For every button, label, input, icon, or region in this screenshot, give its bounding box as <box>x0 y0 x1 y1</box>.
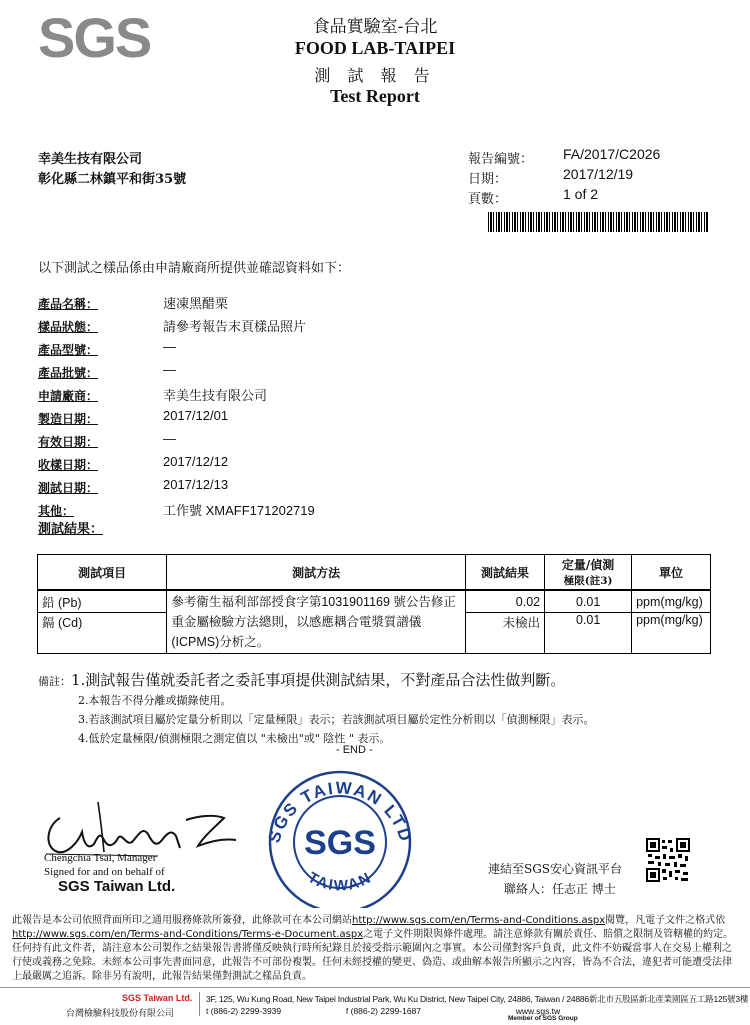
page-count: 1 of 2 <box>563 186 599 202</box>
footer-fax: f (886-2) 2299-1687 <box>345 1006 422 1016</box>
col-header-result: 測試結果 <box>465 555 544 591</box>
field-value-received-date: 2017/12/12 <box>163 454 229 469</box>
cell-item: 鉛 (Pb) <box>38 590 167 613</box>
cell-unit: ppm(mg/kg) <box>632 590 711 613</box>
footer-separator <box>199 992 200 1016</box>
note-4: 4.低於定量極限/偵測極限之測定值以 "未檢出"或" 陰性 " 表示。 <box>78 732 391 745</box>
field-label-expiry-date: 有效日期： <box>38 435 99 449</box>
terms-link[interactable]: http://www.sgs.com/en/Terms-and-Conditions.aspx <box>352 915 606 926</box>
note-1 <box>38 669 565 690</box>
sgs-stamp <box>250 758 430 908</box>
cell-limit: 0.01 <box>545 613 632 654</box>
contact-platform: 連結至SGS安心資訊平台 <box>488 862 623 876</box>
field-value-model: — <box>163 339 176 354</box>
stamp-top-text: SGS TAIWAN LTD <box>264 778 416 846</box>
field-label-other: 其他： <box>38 504 75 518</box>
table-row <box>38 590 711 613</box>
legal-text-2: 閱覽，凡電子文件之格式依 <box>605 915 726 926</box>
signer-company: SGS Taiwan Ltd. <box>58 878 176 895</box>
cell-method: 參考衛生福利部部授食字第1031901169 號公告修正重金屬檢驗方法總則，以感應耦合電漿質譜儀(ICPMS)分析之。 <box>167 590 466 654</box>
results-heading: 測試結果： <box>38 522 104 537</box>
report-number-label: 報告編號： <box>468 152 534 167</box>
lab-name-en: FOOD LAB-TAIPEI <box>294 38 456 58</box>
client-address: 彰化縣二林鎮平和街35號 <box>38 172 187 187</box>
note-prefix: 備註： <box>38 675 71 688</box>
field-value-product-name: 速凍黑醋栗 <box>163 296 229 311</box>
col-header-limit-line1: 定量/偵測 <box>561 558 615 572</box>
footer-company-zh: 台灣檢驗科技股份有限公司 <box>66 1009 175 1019</box>
qr-code[interactable] <box>646 838 690 882</box>
signed-on-behalf: Signed for and on behalf of <box>44 866 165 878</box>
field-value-mfg-date: 2017/12/01 <box>163 408 229 423</box>
note-3: 3.若該測試項目屬於定量分析則以「定量極限」表示；若該測試項目屬於定性分析則以「偵測極限」表示。 <box>78 713 595 726</box>
report-number: FA/2017/C2026 <box>563 146 661 162</box>
cell-limit: 0.01 <box>545 590 632 613</box>
field-label-batch: 產品批號： <box>38 366 99 380</box>
signer-name: Chengchia Tsai, Manager <box>44 852 157 864</box>
intro-text: 以下測試之樣品係由申請廠商所提供並確認資料如下： <box>38 261 351 276</box>
field-value-other: 工作號 XMAFF171202719 <box>163 503 315 518</box>
field-label-product-name: 產品名稱： <box>38 297 99 311</box>
cell-item: 鎘 (Cd) <box>38 613 167 654</box>
page-count-label: 頁數： <box>468 192 508 207</box>
stamp-center-text: SGS <box>304 824 376 862</box>
report-date: 2017/12/19 <box>563 166 634 182</box>
footer-address: 3F, 125, Wu Kung Road, New Taipei Industrial Park, Wu Ku District, New Taipei City, 24886, Taiwan / 24886新北市五股區新北產業園區五工路125號3樓 <box>206 994 749 1004</box>
field-value-sample-state: 請參考報告末頁樣品照片 <box>163 319 307 334</box>
sgs-logo: SGS <box>38 6 151 69</box>
col-header-item: 測試項目 <box>38 555 167 591</box>
footer-tel: t (886-2) 2299-3939 <box>206 1006 282 1016</box>
report-title-zh: 測 試 報 告 <box>314 66 436 85</box>
col-header-method: 測試方法 <box>167 555 466 591</box>
field-label-model: 產品型號： <box>38 343 99 357</box>
contact-person: 聯絡人：任志正 博士 <box>504 882 616 896</box>
legal-text-1: 此報告是本公司依照背面所印之通用服務條款所簽發，此條款可在本公司網站 <box>12 915 352 926</box>
footer-company-en: SGS Taiwan Ltd. <box>122 993 193 1003</box>
legal-text-3: 之電子文件期限與條件處理。請注意條款有關於責任、賠償之限制及管轄權的約定。任何持有此文件者，請注意本公司製作之結果報告書將僅反映執行時所紀錄且於接受指示範圍內之事實。本公司僅對客戶負責，此文件不妨礙當事人在交易上權利之行使或義務之免除。未經本公司事先書面同意，此報告不可部份複製。任何未經授權的變更、偽造、或曲解本報告所顯示之內容，皆為不合法，違犯者可能遭受法律上最嚴厲之追訴。除非另有說明，此報告結果僅對測試之樣品負責。 <box>12 929 734 982</box>
cell-result: 0.02 <box>465 590 544 613</box>
lab-name-zh: 食品實驗室-台北 <box>312 17 438 37</box>
cell-unit: ppm(mg/kg) <box>632 613 711 654</box>
field-value-expiry-date: — <box>163 431 176 446</box>
legal-disclaimer <box>12 914 738 984</box>
field-label-sample-state: 樣品狀態： <box>38 320 99 334</box>
field-value-batch: — <box>163 362 176 377</box>
report-date-label: 日期： <box>468 172 508 187</box>
e-document-terms-link[interactable]: http://www.sgs.com/en/Terms-and-Conditions/Terms-e-Document.aspx <box>12 929 364 940</box>
cell-result: 未檢出 <box>465 613 544 654</box>
field-label-test-date: 測試日期： <box>38 481 99 495</box>
field-value-applicant: 幸美生技有限公司 <box>163 388 268 403</box>
end-marker: - END - <box>336 744 373 756</box>
stamp-bottom-text: TAIWAN <box>304 868 376 895</box>
footer-member: Member of SGS Group <box>508 1015 578 1022</box>
field-label-applicant: 申請廠商： <box>38 389 99 403</box>
note-2: 2.本報告不得分離或擷錄使用。 <box>78 694 232 707</box>
footer-web[interactable]: www.sgs.tw <box>515 1006 561 1016</box>
col-header-limit <box>545 555 632 591</box>
field-label-received-date: 收樣日期： <box>38 458 99 472</box>
barcode <box>488 212 708 232</box>
col-header-limit-line2: 極限(註3) <box>563 575 613 587</box>
field-value-test-date: 2017/12/13 <box>163 477 229 492</box>
footer-divider <box>0 987 750 988</box>
field-label-mfg-date: 製造日期： <box>38 412 99 426</box>
results-table <box>37 554 711 654</box>
col-header-unit: 單位 <box>632 555 711 591</box>
client-name: 幸美生技有限公司 <box>38 152 143 167</box>
note-1-text: 1.測試報告僅就委託者之委託事項提供測試結果，不對產品合法性做判斷。 <box>71 671 566 689</box>
table-header-row <box>38 555 711 591</box>
report-title-en: Test Report <box>330 86 420 106</box>
